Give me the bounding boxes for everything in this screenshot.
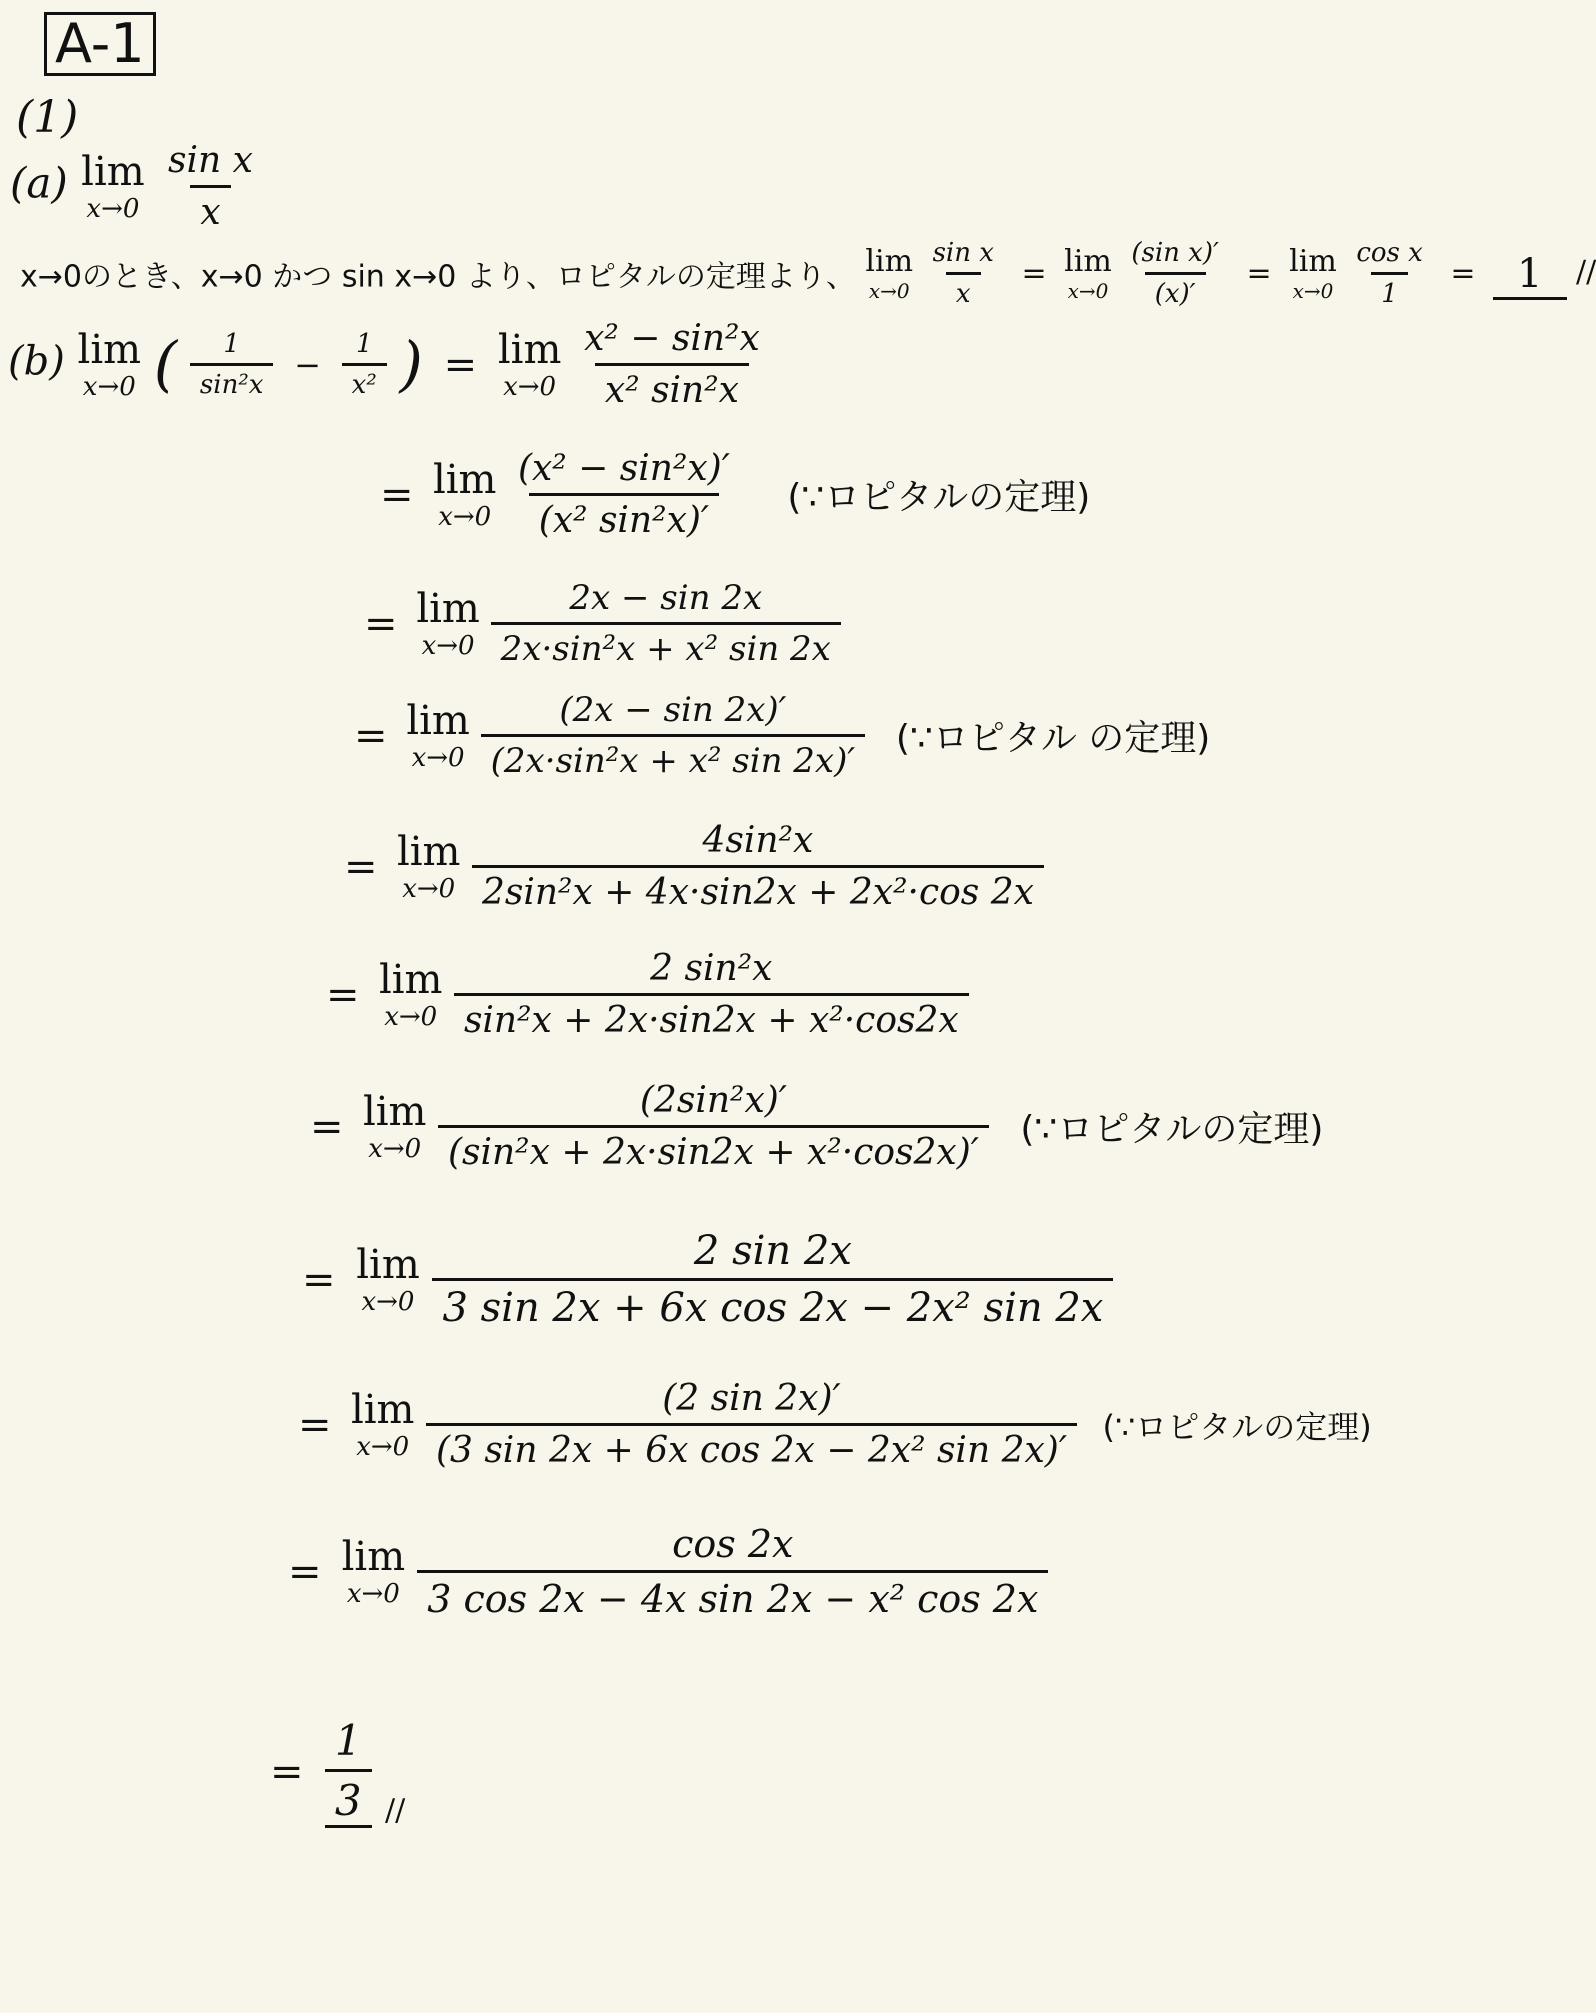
equals-sign: =: [443, 341, 478, 388]
derivation-step: [280, 1522, 1048, 1621]
problem-a-label: (a): [10, 158, 68, 208]
equals-sign: =: [354, 712, 388, 759]
lhopital-note: (∵ロピタルの定理): [1102, 1407, 1372, 1446]
equals-sign: =: [380, 471, 414, 518]
denominator: 3 sin 2x + 6x cos 2x − 2x² sin 2x: [432, 1278, 1113, 1331]
numerator: x² − sin²x: [584, 318, 760, 359]
numerator: (2x − sin 2x)′: [559, 690, 787, 730]
lim-subscript: x→0: [361, 1286, 415, 1317]
equals-sign: =: [326, 971, 360, 1018]
numerator: (x² − sin²x)′: [517, 448, 730, 489]
denominator: sin²x: [190, 363, 274, 400]
numerator: cos x: [1356, 238, 1423, 268]
lim-word: lim: [341, 1533, 406, 1580]
lim-word: lim: [432, 456, 497, 503]
derivation-step: [318, 948, 969, 1041]
denominator: 3 cos 2x − 4x sin 2x − x² cos 2x: [417, 1570, 1048, 1621]
denominator: 2x·sin²x + x² sin 2x: [491, 622, 841, 669]
lim-subscript: x→0: [503, 371, 557, 402]
limit-operator: [356, 1241, 420, 1317]
lim-subscript: x→0: [868, 278, 910, 303]
numerator: 1: [223, 329, 240, 359]
numerator: 2x − sin 2x: [569, 578, 763, 618]
fraction: [325, 1716, 372, 1828]
lim-subscript: x→0: [368, 1133, 422, 1164]
lim-word: lim: [362, 1088, 427, 1135]
derivation-step: [346, 690, 1210, 781]
fraction: [472, 820, 1044, 913]
lim-subscript: x→0: [1067, 278, 1109, 303]
problem-id-label: A-1: [55, 12, 145, 75]
limit-operator: [378, 956, 443, 1032]
lim-word: lim: [1064, 243, 1112, 279]
lim-subscript: x→0: [384, 1001, 438, 1032]
lim-subscript: x→0: [346, 1578, 400, 1609]
lim-word: lim: [81, 148, 145, 195]
numerator: sin x: [168, 140, 253, 181]
lim-subscript: x→0: [1292, 278, 1334, 303]
fraction: [508, 448, 740, 541]
final-answer: [262, 1716, 405, 1828]
derivation-step: [356, 578, 841, 669]
left-paren: (: [153, 329, 178, 400]
denominator: (2x·sin²x + x² sin 2x)′: [481, 734, 865, 781]
denominator: x²: [342, 363, 387, 400]
limit-operator: [362, 1088, 427, 1164]
fraction: [342, 329, 387, 400]
lim-word: lim: [1289, 243, 1337, 279]
numerator: (2sin²x)′: [639, 1080, 787, 1121]
equals-sign: =: [288, 1548, 322, 1595]
numerator: sin x: [932, 238, 994, 268]
fraction: [438, 1080, 989, 1173]
denominator: (3 sin 2x + 6x cos 2x − 2x² sin 2x)′: [426, 1423, 1077, 1471]
fraction: [1346, 238, 1433, 309]
limit-operator: [1289, 243, 1337, 303]
limit-operator: [1064, 243, 1112, 303]
fraction: [923, 238, 1004, 309]
denominator: (sin²x + 2x·sin2x + x²·cos2x)′: [438, 1125, 989, 1173]
limit-operator: [432, 456, 497, 532]
lim-subscript: x→0: [402, 873, 456, 904]
numerator: 1: [334, 1716, 362, 1765]
lim-word: lim: [356, 1241, 420, 1288]
equals-sign: =: [364, 600, 398, 647]
right-paren: ): [399, 329, 423, 400]
problem-id-box: [44, 12, 156, 76]
lim-subscript: x→0: [438, 501, 492, 532]
part-number: (1): [16, 92, 79, 143]
limit-operator: [341, 1533, 406, 1609]
lim-subscript: x→0: [356, 1431, 410, 1462]
numerator: 4sin²x: [702, 820, 814, 861]
limit-operator: [497, 326, 562, 402]
derivation-step: [294, 1228, 1113, 1331]
fraction: [432, 1228, 1113, 1331]
equals-sign: =: [1450, 256, 1476, 291]
lim-subscript: x→0: [86, 193, 140, 224]
problem-b-label: (b): [8, 338, 65, 385]
equals-sign: =: [310, 1103, 344, 1150]
equals-sign: =: [344, 843, 378, 890]
lim-word: lim: [497, 326, 562, 373]
problem-a-solution: [20, 238, 1596, 309]
limit-operator: [406, 697, 470, 773]
fraction: [574, 318, 770, 411]
denominator: 1: [1371, 272, 1408, 309]
limit-operator: [396, 828, 461, 904]
fraction: [426, 1378, 1077, 1471]
lhopital-note: (∵ロピタルの定理): [787, 477, 1091, 518]
numerator: 2 sin 2x: [693, 1228, 852, 1274]
numerator: (sin x)′: [1131, 238, 1219, 268]
numerator: 1: [355, 329, 373, 359]
derivation-step: [290, 1378, 1372, 1471]
equals-sign: =: [270, 1749, 304, 1795]
lhopital-note: (∵ロピタル の定理): [895, 718, 1211, 759]
derivation-step: [372, 448, 1090, 541]
limit-operator: [81, 148, 145, 224]
lim-word: lim: [350, 1386, 415, 1433]
denominator: sin²x + 2x·sin2x + x²·cos2x: [454, 993, 969, 1041]
fraction: [454, 948, 969, 1041]
fraction: [417, 1522, 1048, 1621]
denominator: (x² sin²x)′: [529, 493, 719, 541]
lim-word: lim: [416, 585, 480, 632]
lim-word: lim: [77, 326, 142, 373]
numerator: cos 2x: [672, 1522, 794, 1566]
denominator: 2sin²x + 4x·sin2x + 2x²·cos 2x: [472, 865, 1044, 913]
answer-a: 1: [1493, 251, 1566, 300]
fraction: [190, 329, 274, 400]
limit-operator: [77, 326, 142, 402]
denominator: x: [190, 185, 230, 233]
denominator: x² sin²x: [595, 363, 749, 411]
limit-operator: [865, 243, 914, 303]
lim-subscript: x→0: [82, 371, 136, 402]
numerator: (2 sin 2x)′: [662, 1378, 841, 1419]
end-mark: //: [1576, 254, 1596, 290]
fraction: [491, 578, 841, 669]
limit-operator: [416, 585, 480, 661]
lim-word: lim: [378, 956, 443, 1003]
derivation-step: [302, 1080, 1323, 1173]
end-mark: //: [384, 1793, 406, 1828]
problem-b: [8, 318, 770, 411]
derivation-step: [336, 820, 1044, 913]
denominator: x: [946, 272, 981, 309]
equals-sign: =: [1021, 256, 1047, 291]
fraction: [158, 140, 263, 233]
lim-subscript: x→0: [411, 742, 465, 773]
lim-word: lim: [396, 828, 461, 875]
equals-sign: =: [298, 1401, 332, 1448]
fraction: [481, 690, 865, 781]
equals-sign: =: [302, 1256, 336, 1303]
reason-text: x→0のとき、x→0 かつ sin x→0 より、ロピタルの定理より、: [20, 259, 856, 295]
lim-word: lim: [865, 243, 914, 279]
denominator: 3: [325, 1769, 372, 1828]
lhopital-note: (∵ロピタルの定理): [1020, 1109, 1324, 1150]
fraction: [1121, 238, 1229, 309]
equals-sign: =: [1246, 256, 1272, 291]
denominator: (x)′: [1145, 272, 1206, 309]
lim-word: lim: [406, 697, 470, 744]
lim-subscript: x→0: [421, 630, 475, 661]
problem-a: [10, 140, 263, 233]
limit-operator: [350, 1386, 415, 1462]
numerator: 2 sin²x: [650, 948, 773, 989]
minus-sign: −: [294, 345, 321, 384]
